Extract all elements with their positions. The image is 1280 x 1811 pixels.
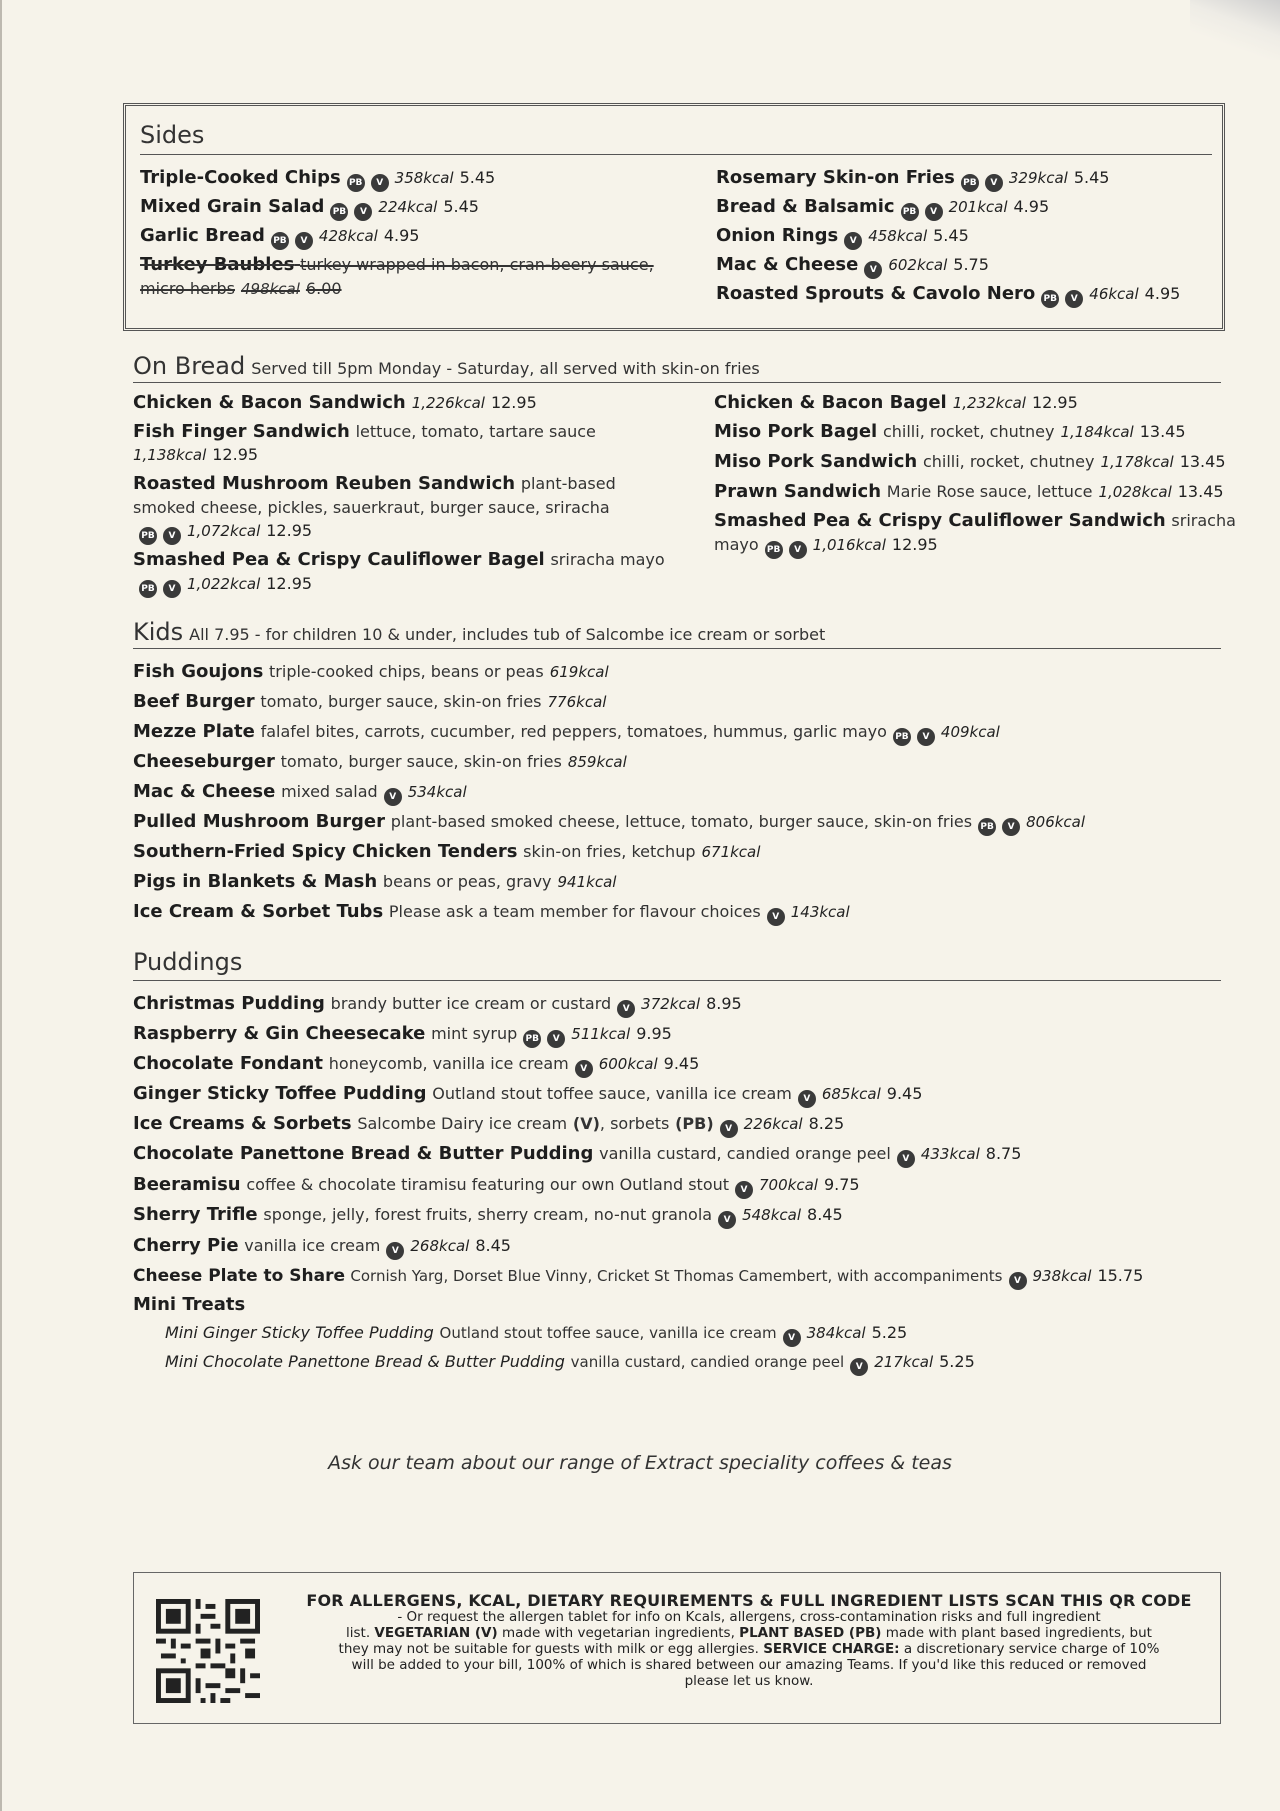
kids-item: Fish Goujons triple-cooked chips, beans or peas 619kcal [133, 661, 609, 682]
plant-based-icon: PB [765, 541, 783, 559]
kids-item: Beef Burger tomato, burger sauce, skin-on fries 776kcal [133, 691, 607, 712]
pudding-item: Ginger Sticky Toffee Pudding Outland stout toffee sauce, vanilla ice cream V 685kcal 9.45 [133, 1083, 922, 1108]
plant-based-icon: PB [139, 527, 157, 545]
on-bread-section [133, 352, 1221, 383]
vegetarian-icon: V [844, 232, 862, 250]
mini-treat-item: Mini Chocolate Panettone Bread & Butter Pudding vanilla custard, candied orange peel V 217kcal 5.25 [165, 1351, 975, 1376]
allergen-info-text: FOR ALLERGENS, KCAL, DIETARY REQUIREMENTS & FULL INGREDIENT LISTS SCAN THIS QR CODE - Or request the allergen tablet for info on Kcals, allergens, cross-contamination risks and full ingredient list. VEGETARIAN (V) made with vegetarian ingredients, PLANT BASED (PB) made with plant based ingredients, but they may not be suitable for guests with milk or egg allergies. SERVICE CHARGE: a discretionary service charge of 10% will be added to your bill, 100% of which is shared between our amazing Teams. If you'd like this reduced or removed please let us know. [284, 1593, 1214, 1689]
side-item: Onion Rings V 458kcal 5.45 [716, 225, 969, 250]
pudding-item: Chocolate Panettone Bread & Butter Pudding vanilla custard, candied orange peel V 433kcal 8.75 [133, 1143, 1021, 1168]
vegetarian-icon: V [718, 1211, 736, 1229]
sides-box [123, 103, 1225, 331]
vegetarian-icon: V [575, 1060, 593, 1078]
vegetarian-icon: V [1002, 818, 1020, 836]
mini-treats-title: Mini Treats [133, 1294, 246, 1315]
vegetarian-icon: V [1065, 290, 1083, 308]
vegetarian-icon: V [720, 1120, 738, 1138]
bread-item: Roasted Mushroom Reuben Sandwich plant-based [133, 473, 616, 494]
kids-item: Southern-Fried Spicy Chicken Tenders skin-on fries, ketchup 671kcal [133, 841, 761, 862]
puddings-section [133, 948, 1221, 981]
vegetarian-icon: V [917, 728, 935, 746]
side-item: Garlic Bread PB V 428kcal 4.95 [140, 225, 419, 250]
kids-section [133, 618, 1221, 649]
pudding-item: Raspberry & Gin Cheesecake mint syrup PB V 511kcal 9.95 [133, 1023, 672, 1048]
plant-based-icon: PB [523, 1030, 541, 1048]
bread-item: Fish Finger Sandwich lettuce, tomato, tartare sauce [133, 421, 596, 442]
plant-based-icon: PB [978, 818, 996, 836]
bread-item: Chicken & Bacon Sandwich 1,226kcal 12.95 [133, 392, 537, 413]
kids-item: Cheeseburger tomato, burger sauce, skin-on fries 859kcal [133, 751, 627, 772]
vegetarian-icon: V [354, 203, 372, 221]
page-corner-shadow [1190, 0, 1280, 60]
side-item: Bread & Balsamic PB V 201kcal 4.95 [716, 196, 1049, 221]
plant-based-icon: PB [347, 174, 365, 192]
bread-item: Chicken & Bacon Bagel 1,232kcal 12.95 [714, 392, 1078, 413]
plant-based-icon: PB [893, 728, 911, 746]
side-item-struck: Turkey Baubles turkey wrapped in bacon, cran-beery sauce, [140, 254, 654, 275]
kids-item: Ice Cream & Sorbet Tubs Please ask a team member for flavour choices V 143kcal [133, 901, 850, 926]
vegetarian-icon: V [617, 1000, 635, 1018]
vegetarian-icon: V [897, 1150, 915, 1168]
plant-based-icon: PB [330, 203, 348, 221]
vegetarian-icon: V [798, 1090, 816, 1108]
vegetarian-icon: V [985, 174, 1003, 192]
bread-item-cont: 1,138kcal 12.95 [133, 445, 259, 464]
vegetarian-icon: V [386, 1242, 404, 1260]
vegetarian-icon: V [1009, 1272, 1027, 1290]
vegetarian-icon: V [295, 232, 313, 250]
qr-code-icon[interactable] [156, 1599, 260, 1703]
vegetarian-icon: V [735, 1181, 753, 1199]
vegetarian-icon: V [925, 203, 943, 221]
pudding-item: Chocolate Fondant honeycomb, vanilla ice cream V 600kcal 9.45 [133, 1053, 699, 1078]
bread-item-cont: PB V 1,072kcal 12.95 [133, 520, 312, 545]
kids-item: Mezze Plate falafel bites, carrots, cucumber, red peppers, tomatoes, hummus, garlic mayo PB V 409kcal [133, 721, 1000, 746]
kids-item: Pigs in Blankets & Mash beans or peas, gravy 941kcal [133, 871, 617, 892]
plant-based-icon: PB [139, 580, 157, 598]
kids-item: Mac & Cheese mixed salad V 534kcal [133, 781, 467, 806]
side-item: Rosemary Skin-on Fries PB V 329kcal 5.45 [716, 167, 1109, 192]
bread-item-cont: mayo PB V 1,016kcal 12.95 [714, 534, 938, 559]
plant-based-icon: PB [1041, 290, 1059, 308]
plant-based-icon: PB [901, 203, 919, 221]
allergen-heading: FOR ALLERGENS, KCAL, DIETARY REQUIREMENTS & FULL INGREDIENT LISTS SCAN THIS QR CODE [306, 1591, 1192, 1610]
sides-rule [140, 154, 1212, 155]
vegetarian-icon: V [384, 788, 402, 806]
mini-treat-item: Mini Ginger Sticky Toffee Pudding Outland stout toffee sauce, vanilla ice cream V 384kcal 5.25 [165, 1322, 907, 1347]
allergen-info-box [133, 1572, 1221, 1724]
bread-item-cont: smoked cheese, pickles, sauerkraut, burger sauce, sriracha [133, 498, 610, 517]
bread-item: Miso Pork Bagel chilli, rocket, chutney 1,184kcal 13.45 [714, 421, 1186, 442]
side-item: Mixed Grain Salad PB V 224kcal 5.45 [140, 196, 479, 221]
on-bread-header: On Bread Served till 5pm Monday - Saturday, all served with skin-on fries [133, 352, 1221, 383]
vegetarian-icon: V [163, 580, 181, 598]
plant-based-icon: PB [961, 174, 979, 192]
plant-based-icon: PB [271, 232, 289, 250]
vegetarian-icon: V [163, 527, 181, 545]
side-item: Triple-Cooked Chips PB V 358kcal 5.45 [140, 167, 495, 192]
page-edge [0, 0, 2, 1811]
sides-title: Sides [140, 121, 205, 149]
pudding-item: Cherry Pie vanilla ice cream V 268kcal 8.45 [133, 1235, 511, 1260]
pudding-item: Beeramisu coffee & chocolate tiramisu featuring our own Outland stout V 700kcal 9.75 [133, 1174, 860, 1199]
puddings-header: Puddings [133, 948, 1221, 981]
bread-item: Miso Pork Sandwich chilli, rocket, chutney 1,178kcal 13.45 [714, 451, 1226, 472]
coffee-note: Ask our team about our range of Extract speciality coffees & teas [328, 1452, 952, 1474]
pudding-item: Cheese Plate to Share Cornish Yarg, Dorset Blue Vinny, Cricket St Thomas Camembert, with accompaniments V 938kcal 15.75 [133, 1266, 1143, 1290]
kids-item: Pulled Mushroom Burger plant-based smoked cheese, lettuce, tomato, burger sauce, skin-on fries PB V 806kcal [133, 811, 1085, 836]
vegetarian-icon: V [850, 1358, 868, 1376]
vegetarian-icon: V [783, 1329, 801, 1347]
pudding-item: Sherry Trifle sponge, jelly, forest fruits, sherry cream, no-nut granola V 548kcal 8.45 [133, 1204, 843, 1229]
pudding-item: Christmas Pudding brandy butter ice cream or custard V 372kcal 8.95 [133, 993, 742, 1018]
pudding-item: Ice Creams & Sorbets Salcombe Dairy ice cream (V), sorbets (PB) V 226kcal 8.25 [133, 1113, 844, 1138]
bread-item: Smashed Pea & Crispy Cauliflower Bagel sriracha mayo [133, 549, 665, 570]
side-item: Mac & Cheese V 602kcal 5.75 [716, 254, 989, 279]
vegetarian-icon: V [371, 174, 389, 192]
bread-item: Smashed Pea & Crispy Cauliflower Sandwich sriracha [714, 510, 1236, 531]
kids-header: Kids All 7.95 - for children 10 & under, includes tub of Salcombe ice cream or sorbet [133, 618, 1221, 649]
vegetarian-icon: V [767, 908, 785, 926]
bread-item-cont: PB V 1,022kcal 12.95 [133, 573, 312, 598]
bread-item: Prawn Sandwich Marie Rose sauce, lettuce 1,028kcal 13.45 [714, 481, 1224, 502]
vegetarian-icon: V [864, 261, 882, 279]
side-item-struck-cont: micro herbs 498kcal 6.00 [140, 279, 342, 298]
vegetarian-icon: V [789, 541, 807, 559]
vegetarian-icon: V [547, 1030, 565, 1048]
side-item: Roasted Sprouts & Cavolo Nero PB V 46kcal 4.95 [716, 283, 1180, 308]
